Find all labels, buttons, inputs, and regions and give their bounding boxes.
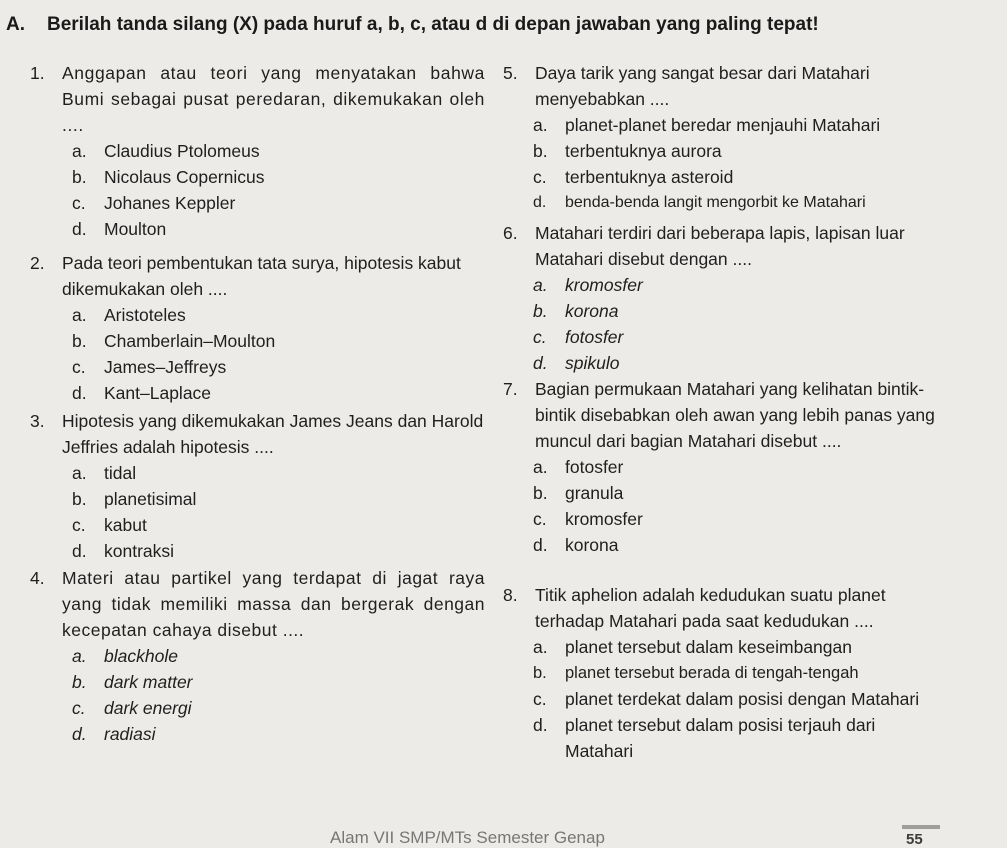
question-number: 1. — [30, 63, 45, 83]
option-list — [30, 643, 485, 747]
option-letter: d. — [72, 219, 87, 239]
option-text: dark energi — [104, 698, 192, 718]
option-letter: c. — [72, 515, 86, 535]
option-text: tidal — [104, 463, 137, 483]
footer-text: Alam VII SMP/MTs Semester Genap — [330, 828, 605, 847]
option-b[interactable] — [503, 298, 948, 324]
section-instruction-text: Berilah tanda silang (X) pada huruf a, b, c, atau d di depan jawaban yang paling tepat! — [47, 14, 819, 35]
option-letter: b. — [533, 141, 548, 161]
option-letter: d. — [72, 383, 87, 403]
section-label: A. — [6, 14, 25, 35]
option-a[interactable] — [30, 460, 485, 486]
question-1 — [30, 60, 485, 242]
option-letter: d. — [72, 541, 87, 561]
page-number-bar — [902, 825, 940, 829]
option-c[interactable] — [503, 164, 948, 190]
question-2 — [30, 250, 485, 406]
option-letter: b. — [72, 489, 87, 509]
option-text: korona — [565, 535, 619, 555]
option-list — [30, 302, 485, 406]
option-text: terbentuknya asteroid — [565, 167, 734, 187]
page-number: 55 — [906, 831, 923, 848]
option-letter: a. — [533, 275, 548, 295]
option-b[interactable] — [30, 164, 485, 190]
question-number: 6. — [503, 223, 518, 243]
option-c[interactable] — [503, 324, 948, 350]
question-text: Bagian permukaan Matahari yang kelihatan bintik-bintik disebabkan oleh awan yang lebih panas yang muncul dari bagian Matahari disebut .... — [535, 379, 935, 451]
question-text: Pada teori pembentukan tata surya, hipotesis kabut dikemukakan oleh .... — [62, 253, 461, 299]
option-c[interactable] — [30, 190, 485, 216]
option-letter: c. — [533, 689, 547, 709]
option-letter: a. — [533, 457, 548, 477]
option-text: kontraksi — [104, 541, 175, 561]
question-number: 5. — [503, 63, 518, 83]
question-number: 3. — [30, 411, 45, 431]
option-text: radiasi — [104, 724, 156, 744]
option-text: spikulo — [565, 353, 620, 373]
option-letter: a. — [72, 463, 87, 483]
option-text: kabut — [104, 515, 147, 535]
option-letter: a. — [72, 646, 87, 666]
option-d[interactable] — [30, 380, 485, 406]
option-letter: b. — [533, 664, 547, 682]
question-number: 8. — [503, 585, 518, 605]
option-letter: c. — [533, 509, 547, 529]
option-text: blackhole — [104, 646, 178, 666]
option-letter: b. — [533, 301, 548, 321]
option-letter: c. — [533, 327, 547, 347]
option-letter: d. — [72, 724, 87, 744]
option-text: fotosfer — [565, 457, 624, 477]
option-text: granula — [565, 483, 624, 503]
option-text: korona — [565, 301, 619, 321]
option-letter: d. — [533, 194, 547, 211]
question-7 — [503, 376, 948, 558]
option-c[interactable] — [30, 695, 485, 721]
option-letter: a. — [72, 305, 87, 325]
option-b[interactable] — [503, 660, 948, 686]
option-d[interactable] — [30, 216, 485, 242]
option-text: Johanes Keppler — [104, 193, 236, 213]
question-number: 7. — [503, 379, 518, 399]
option-text: planet tersebut dalam keseimbangan — [565, 637, 852, 657]
option-text: dark matter — [104, 672, 193, 692]
option-text: planet tersebut berada di tengah-tengah — [565, 664, 859, 682]
option-a[interactable] — [503, 634, 948, 660]
option-text: kromosfer — [565, 509, 643, 529]
option-text: Moulton — [104, 219, 167, 239]
option-list — [503, 454, 948, 558]
option-a[interactable] — [30, 138, 485, 164]
option-a[interactable] — [503, 272, 948, 298]
option-d[interactable] — [503, 190, 948, 216]
option-text: terbentuknya aurora — [565, 141, 722, 161]
option-letter: a. — [72, 141, 87, 161]
question-text: Hipotesis yang dikemukakan James Jeans dan Harold Jeffries adalah hipotesis .... — [62, 411, 484, 457]
option-list — [503, 272, 948, 376]
option-text: benda-benda langit mengorbit ke Matahari — [565, 194, 866, 211]
option-list — [30, 460, 485, 564]
option-letter: c. — [533, 167, 547, 187]
option-letter: a. — [533, 637, 548, 657]
option-text: planet terdekat dalam posisi dengan Matahari — [565, 689, 920, 709]
question-5 — [503, 60, 948, 216]
option-letter: b. — [72, 167, 87, 187]
option-b[interactable] — [503, 480, 948, 506]
option-text: James–Jeffreys — [104, 357, 227, 377]
option-b[interactable] — [30, 486, 485, 512]
option-c[interactable] — [503, 686, 948, 712]
option-letter: a. — [533, 115, 548, 135]
option-text: planet tersebut dalam posisi terjauh dari Matahari — [565, 715, 876, 761]
option-d[interactable] — [503, 532, 948, 558]
question-number: 4. — [30, 568, 45, 588]
section-instruction — [6, 14, 819, 36]
option-a[interactable] — [30, 302, 485, 328]
question-text: Matahari terdiri dari beberapa lapis, lapisan luar Matahari disebut dengan .... — [535, 223, 905, 269]
question-3 — [30, 408, 485, 564]
option-text: planetisimal — [104, 489, 197, 509]
option-letter: d. — [533, 715, 548, 735]
option-a[interactable] — [503, 454, 948, 480]
option-list — [503, 112, 948, 216]
option-text: fotosfer — [565, 327, 624, 347]
option-b[interactable] — [30, 328, 485, 354]
question-text: Materi atau partikel yang terdapat di jagat raya yang tidak memiliki massa dan bergerak dengan kecepatan cahaya disebut .... — [62, 568, 485, 640]
option-b[interactable] — [503, 138, 948, 164]
option-d[interactable] — [503, 350, 948, 376]
option-list — [30, 138, 485, 242]
question-number: 2. — [30, 253, 45, 273]
option-d[interactable] — [30, 721, 485, 747]
question-text: Anggapan atau teori yang menyatakan bahwa Bumi sebagai pusat peredaran, dikemukakan oleh .... — [62, 63, 485, 135]
option-letter: b. — [72, 331, 87, 351]
option-text: kromosfer — [565, 275, 643, 295]
option-letter: c. — [72, 698, 86, 718]
option-list — [503, 634, 948, 764]
option-c[interactable] — [30, 512, 485, 538]
option-c[interactable] — [503, 506, 948, 532]
option-a[interactable] — [30, 643, 485, 669]
option-b[interactable] — [30, 669, 485, 695]
option-a[interactable] — [503, 112, 948, 138]
option-text: Chamberlain–Moulton — [104, 331, 276, 351]
question-text: Titik aphelion adalah kedudukan suatu planet terhadap Matahari pada saat kedudukan .... — [535, 585, 886, 631]
option-letter: b. — [533, 483, 548, 503]
option-text: Aristoteles — [104, 305, 186, 325]
question-6 — [503, 220, 948, 376]
option-letter: b. — [72, 672, 87, 692]
option-text: planet-planet beredar menjauhi Matahari — [565, 115, 881, 135]
question-text: Daya tarik yang sangat besar dari Matahari menyebabkan .... — [535, 63, 870, 109]
question-8 — [503, 582, 948, 764]
option-letter: c. — [72, 193, 86, 213]
option-letter: d. — [533, 535, 548, 555]
option-c[interactable] — [30, 354, 485, 380]
question-4 — [30, 565, 485, 747]
option-letter: d. — [533, 353, 548, 373]
option-text: Kant–Laplace — [104, 383, 212, 403]
option-text: Nicolaus Copernicus — [104, 167, 265, 187]
option-d[interactable] — [503, 712, 948, 764]
option-d[interactable] — [30, 538, 485, 564]
option-letter: c. — [72, 357, 86, 377]
option-text: Claudius Ptolomeus — [104, 141, 260, 161]
